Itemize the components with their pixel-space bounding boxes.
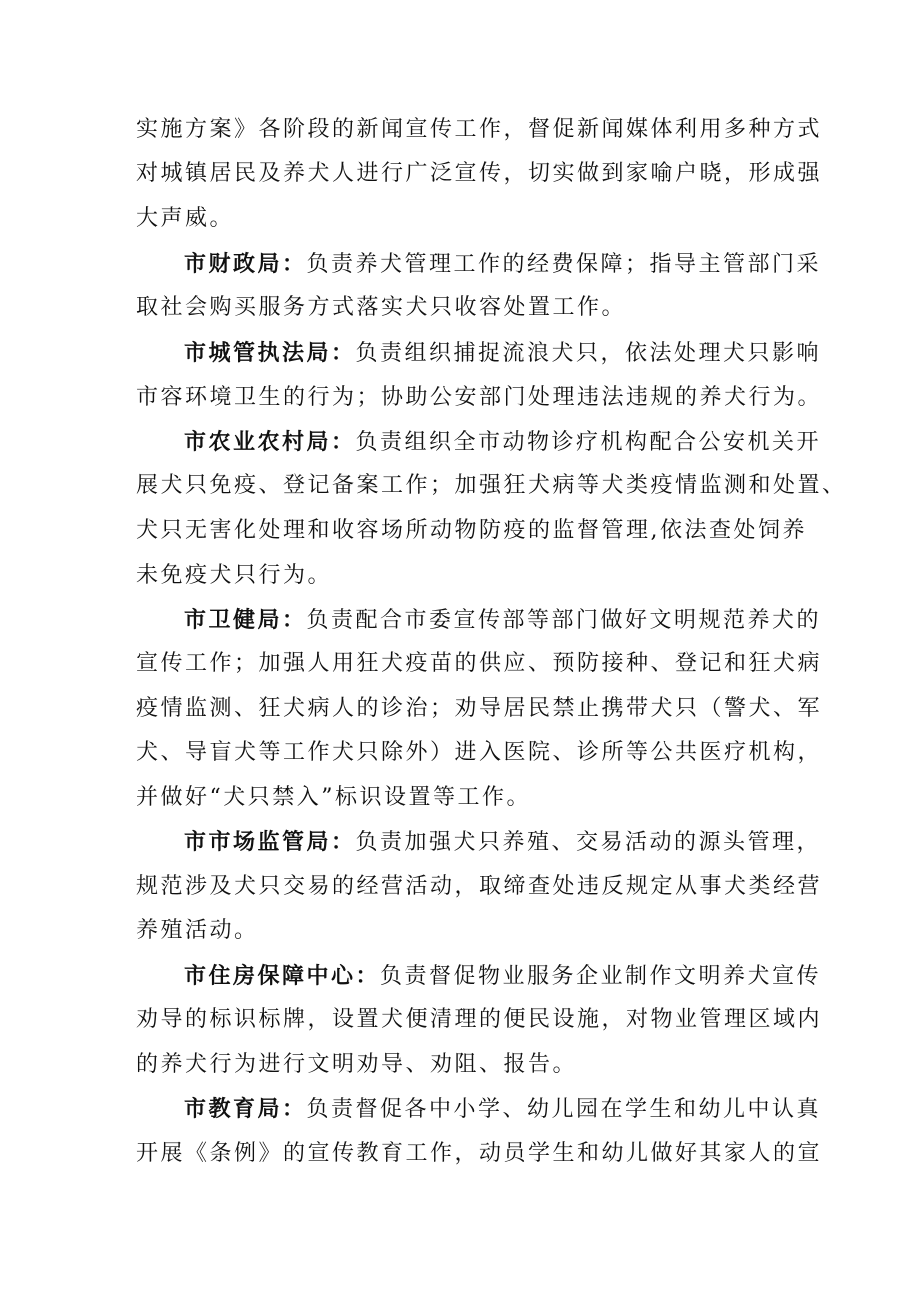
paragraph-housing-security-center [184, 958, 821, 994]
text-line: 大声威。 [136, 206, 235, 231]
department-name: 市卫健局： [184, 607, 307, 633]
paragraph-agriculture-bureau [184, 424, 821, 460]
paragraph-education-bureau [184, 1091, 821, 1127]
department-name: 市财政局： [184, 251, 307, 277]
text-line: 宣传工作；加强人用狂犬疫苗的供应、预防接种、登记和狂犬病 [136, 651, 823, 676]
department-name: 市住房保障中心： [184, 963, 381, 989]
text-line: 犬只无害化处理和收容场所动物防疫的监督管理,依法查处饲养 [136, 518, 807, 543]
department-duty: 负责配合市委宣传部等部门做好文明规范养犬的 [306, 608, 822, 633]
department-duty: 负责督促各中小学、幼儿园在学生和幼儿中认真 [306, 1097, 822, 1122]
paragraph-finance-bureau [184, 246, 821, 282]
text-line: 劝导的标识标牌，设置犬便清理的便民设施，对物业管理区域内 [136, 1007, 823, 1032]
text-line: 实施方案》各阶段的新闻宣传工作，督促新闻媒体利用多种方式 [136, 117, 823, 142]
text-line: 并做好“犬只禁入”标识设置等工作。 [136, 785, 531, 810]
paragraph-market-supervision-bureau [184, 824, 821, 860]
department-duty: 负责养犬管理工作的经费保障；指导主管部门采 [306, 252, 822, 277]
text-line: 未免疫犬只行为。 [136, 563, 333, 588]
department-name: 市农业农村局： [184, 429, 356, 455]
text-line: 养殖活动。 [136, 918, 259, 943]
paragraph-urban-management-bureau [184, 335, 821, 371]
text-line: 规范涉及犬只交易的经营活动，取缔查处违反规定从事犬类经营 [136, 874, 823, 899]
department-duty: 负责加强犬只养殖、交易活动的源头管理， [355, 830, 822, 855]
text-line: 疫情监测、狂犬病人的诊治；劝导居民禁止携带犬只（警犬、军 [136, 696, 823, 721]
text-line: 取社会购买服务方式落实犬只收容处置工作。 [136, 295, 627, 320]
department-name: 市市场监管局： [184, 829, 356, 855]
text-line: 市容环境卫生的行为；协助公安部门处理违法违规的养犬行为。 [136, 385, 823, 410]
text-line: 的养犬行为进行文明劝导、劝阻、报告。 [136, 1052, 578, 1077]
text-line: 开展《条例》的宣传教育工作，动员学生和幼儿做好其家人的宣 [136, 1141, 823, 1166]
text-line: 犬、导盲犬等工作犬只除外）进入医院、诊所等公共医疗机构， [136, 740, 823, 765]
department-duty: 负责督促物业服务企业制作文明养犬宣传 [380, 964, 822, 989]
paragraph-health-bureau [184, 602, 821, 638]
department-name: 市教育局： [184, 1096, 307, 1122]
department-duty: 负责组织全市动物诊疗机构配合公安机关开 [355, 430, 822, 455]
text-line: 展犬只免疫、登记备案工作；加强狂犬病等犬类疫情监测和处置、 [136, 473, 847, 498]
text-line: 对城镇居民及养犬人进行广泛宣传，切实做到家喻户晓，形成强 [136, 161, 823, 186]
department-duty: 负责组织捕捉流浪犬只，依法处理犬只影响 [355, 341, 822, 366]
department-name: 市城管执法局： [184, 340, 356, 366]
